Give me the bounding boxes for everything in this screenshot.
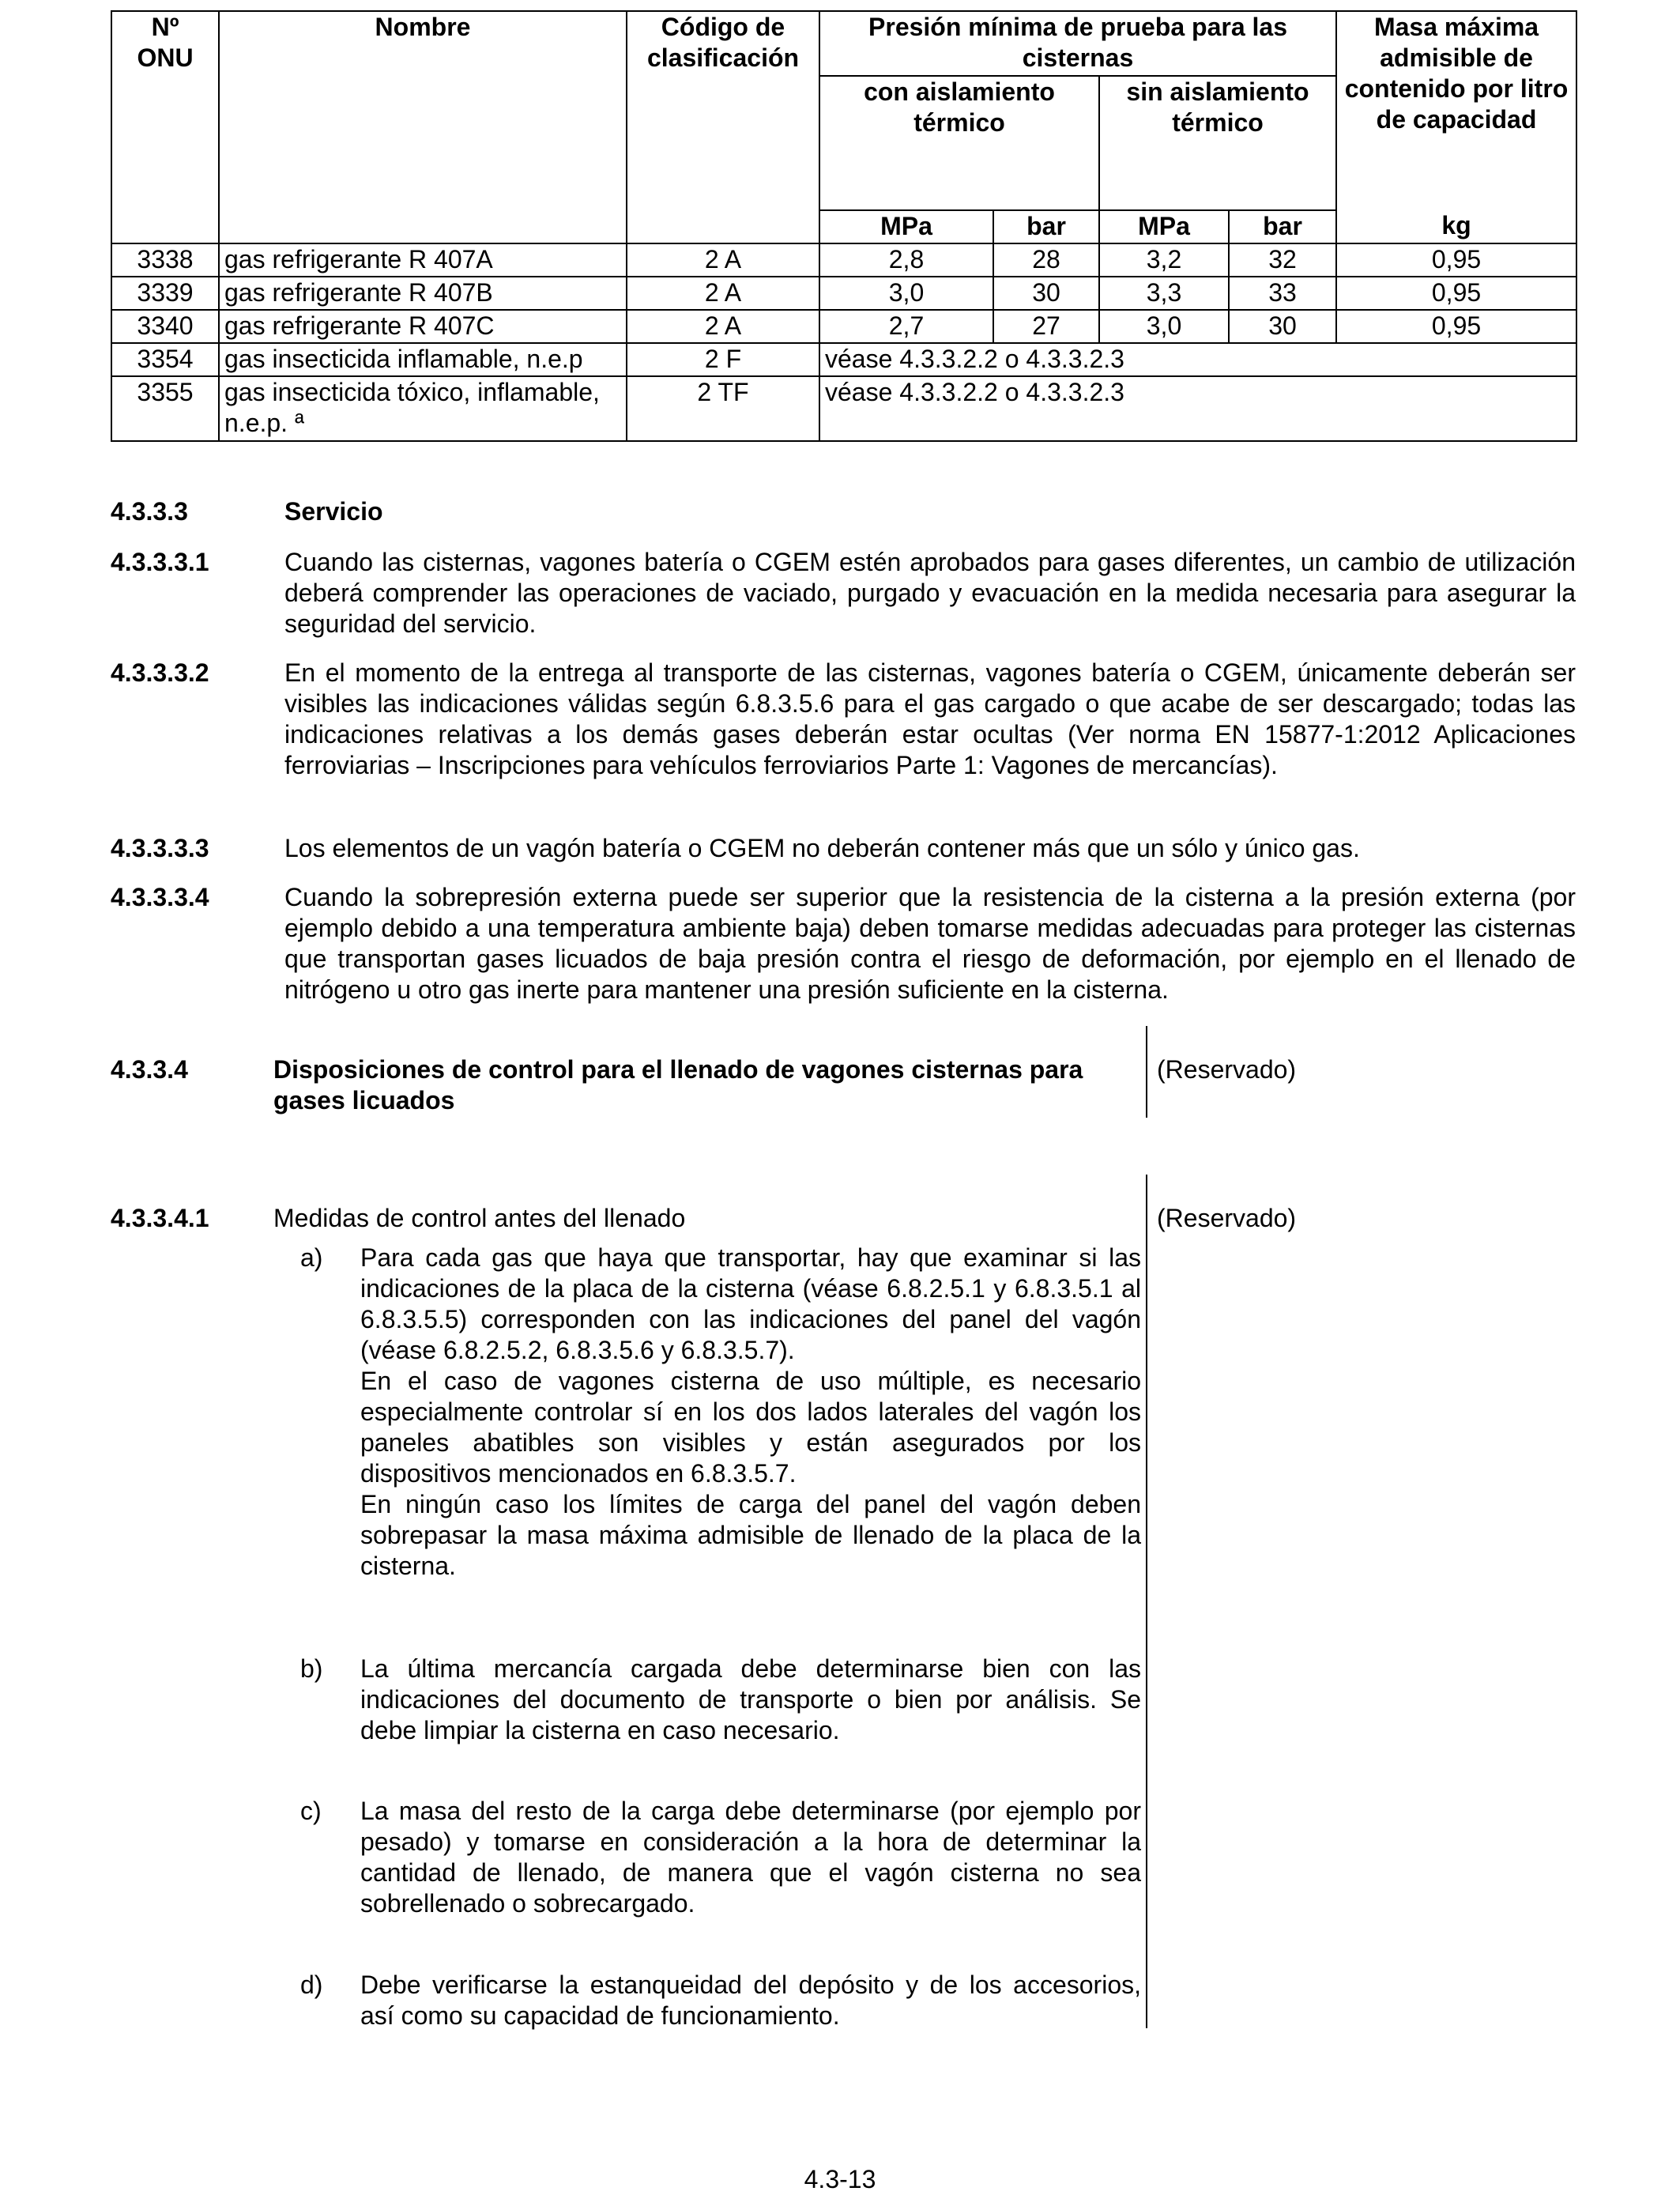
table-row xyxy=(111,376,1576,441)
section-title: Servicio xyxy=(284,497,383,526)
section-number: 4.3.3.3.3 xyxy=(111,834,209,862)
gas-table xyxy=(111,10,1577,442)
margin-note-reservado: (Reservado) xyxy=(1157,1204,1297,1232)
table-row xyxy=(111,277,1576,310)
section-number: 4.3.3.3.1 xyxy=(111,548,209,576)
section-number: 4.3.3.3.2 xyxy=(111,658,209,687)
section-title: Disposiciones de control para el llenado de vagones cisternas para gases licuados xyxy=(273,1055,1083,1114)
section-4-3-3-4-1 xyxy=(111,1175,1576,2028)
unit-bar-1: bar xyxy=(993,210,1099,243)
item-body xyxy=(360,1796,1141,1919)
header-masa: Masa máxima admisible de contenido por litro de capacidad xyxy=(1336,11,1576,210)
item-label: b) xyxy=(300,1654,323,1683)
item-paragraph: En ningún caso los límites de carga del panel del vagón deben sobrepasar la masa máxima admisible de llenado de la placa de la cisterna. xyxy=(360,1490,1141,1580)
cell-bar-sin: 30 xyxy=(1229,310,1336,343)
cell-nombre: gas refrigerante R 407A xyxy=(219,243,627,277)
item-body xyxy=(360,1654,1141,1746)
header-presion: Presión mínima de prueba para las cisternas xyxy=(819,11,1336,76)
header-blank-1 xyxy=(111,210,219,243)
cell-mpa-sin: 3,3 xyxy=(1099,277,1229,310)
cell-onu: 3339 xyxy=(111,277,219,310)
page-number: 4.3-13 xyxy=(804,2165,876,2193)
cell-kg: 0,95 xyxy=(1336,243,1576,277)
cell-nombre: gas refrigerante R 407C xyxy=(219,310,627,343)
cell-kg: 0,95 xyxy=(1336,310,1576,343)
cell-nombre: gas insecticida tóxico, inflamable, n.e.p. ª xyxy=(219,376,627,441)
header-nombre: Nombre xyxy=(219,11,627,210)
item-paragraph: Para cada gas que haya que transportar, hay que examinar si las indicaciones de la placa de la cisterna (véase 6.8.2.5.1 y 6.8.3.5.1 al 6.8.3.5.5) corresponden con las indicaciones del panel del vagón (véase 6.8.2.5.2, 6.8.3.5.6 y 6.8.3.5.7). xyxy=(360,1243,1141,1364)
item-label: c) xyxy=(300,1797,322,1825)
cell-mpa-con: 2,7 xyxy=(819,310,993,343)
cell-mpa-sin: 3,2 xyxy=(1099,243,1229,277)
section-4-3-3-3-3 xyxy=(111,833,1576,865)
cell-mpa-con: 3,0 xyxy=(819,277,993,310)
item-paragraph: Debe verificarse la estanqueidad del depósito y de los accesorios, así como su capacidad de funcionamiento. xyxy=(360,1971,1141,2030)
header-con-aislamiento: con aislamiento térmico xyxy=(819,76,1099,210)
cell-bar-con: 30 xyxy=(993,277,1099,310)
section-4-3-3-3-1 xyxy=(111,547,1576,640)
cell-mpa-con: 2,8 xyxy=(819,243,993,277)
header-no-onu: Nº ONU xyxy=(111,11,219,210)
section-number: 4.3.3.4.1 xyxy=(111,1204,209,1232)
section-text: Cuando la sobrepresión externa puede ser superior que la resistencia de la cisterna a la presión externa (por ejemplo debido a una temperatura ambiente baja) deben tomarse medidas adecuadas para proteger las cisternas que transportan gases licuados de baja presión contra el riesgo de deformación, por ejemplo en el llenado de nitrógeno u otro gas inerte para mantener una presión suficiente en la cisterna. xyxy=(284,883,1576,1004)
table-row xyxy=(111,310,1576,343)
unit-mpa-2: MPa xyxy=(1099,210,1229,243)
item-label: d) xyxy=(300,1971,323,1999)
unit-mpa-1: MPa xyxy=(819,210,993,243)
header-blank-3 xyxy=(627,210,819,243)
cell-bar-con: 27 xyxy=(993,310,1099,343)
section-number: 4.3.3.4 xyxy=(111,1055,188,1084)
cell-bar-sin: 33 xyxy=(1229,277,1336,310)
item-paragraph: La última mercancía cargada debe determinarse bien con las indicaciones del documento de transporte o bien por análisis. Se debe limpiar la cisterna en caso necesario. xyxy=(360,1654,1141,1744)
cell-mpa-sin: 3,0 xyxy=(1099,310,1229,343)
section-4-3-3-3-2 xyxy=(111,658,1576,813)
cell-codigo: 2 TF xyxy=(627,376,819,441)
header-sin-aislamiento: sin aislamiento térmico xyxy=(1099,76,1336,210)
section-text: Los elementos de un vagón batería o CGEM no deberán contener más que un sólo y único gas. xyxy=(284,834,1360,862)
header-codigo: Código de clasificación xyxy=(627,11,819,210)
cell-kg: 0,95 xyxy=(1336,277,1576,310)
cell-onu: 3340 xyxy=(111,310,219,343)
cell-nombre: gas insecticida inflamable, n.e.p xyxy=(219,343,627,376)
column-divider xyxy=(1146,1026,1147,1118)
section-text: En el momento de la entrega al transporte de las cisternas, vagones batería o CGEM, únicamente deberán ser visibles las indicaciones válidas según 6.8.3.5.6 para el gas cargado o que acabe de ser descargado; todas las indicaciones relativas a los demás gases deberán estar ocultas (Ver norma EN 15877-1:2012 Aplicaciones ferroviarias – Inscripciones para vehículos ferroviarios Parte 1: Vagones de mercancías). xyxy=(284,658,1576,779)
column-divider xyxy=(1146,1175,1147,2028)
item-body xyxy=(360,1243,1141,1582)
cell-onu: 3355 xyxy=(111,376,219,441)
header-blank-2 xyxy=(219,210,627,243)
cell-bar-sin: 32 xyxy=(1229,243,1336,277)
cell-bar-con: 28 xyxy=(993,243,1099,277)
section-4-3-3-3-4 xyxy=(111,882,1576,1007)
cell-onu: 3354 xyxy=(111,343,219,376)
margin-note-reservado: (Reservado) xyxy=(1157,1055,1297,1084)
cell-onu: 3338 xyxy=(111,243,219,277)
table-row xyxy=(111,243,1576,277)
cell-codigo: 2 A xyxy=(627,277,819,310)
table-row xyxy=(111,343,1576,376)
unit-kg: kg xyxy=(1336,210,1576,243)
item-list xyxy=(273,1243,1141,2030)
section-title: Medidas de control antes del llenado xyxy=(273,1204,686,1232)
unit-bar-2: bar xyxy=(1229,210,1336,243)
cell-reference: véase 4.3.3.2.2 o 4.3.3.2.3 xyxy=(819,376,1576,441)
section-4-3-3-4 xyxy=(111,1026,1576,1118)
cell-codigo: 2 A xyxy=(627,243,819,277)
cell-nombre: gas refrigerante R 407B xyxy=(219,277,627,310)
item-paragraph: En el caso de vagones cisterna de uso múltiple, es necesario especialmente controlar sí en los dos lados laterales del vagón los paneles abatibles son visibles y están asegurados por los dispositivos mencionados en 6.8.3.5.7. xyxy=(360,1367,1141,1488)
item-paragraph: La masa del resto de la carga debe determinarse (por ejemplo por pesado) y tomarse en consideración a la hora de determinar la cantidad de llenado, de manera que el vagón cisterna no sea sobrellenado o sobrecargado. xyxy=(360,1797,1141,1918)
section-text: Cuando las cisternas, vagones batería o CGEM estén aprobados para gases diferentes, un cambio de utilización deberá comprender las operaciones de vaciado, purgado y evacuación en la medida necesaria para asegurar la seguridad del servicio. xyxy=(284,548,1576,638)
section-number: 4.3.3.3.4 xyxy=(111,883,209,911)
section-4-3-3-3 xyxy=(111,496,1576,528)
section-number: 4.3.3.3 xyxy=(111,497,188,526)
cell-codigo: 2 F xyxy=(627,343,819,376)
cell-codigo: 2 A xyxy=(627,310,819,343)
cell-reference: véase 4.3.3.2.2 o 4.3.3.2.3 xyxy=(819,343,1576,376)
item-label: a) xyxy=(300,1243,323,1272)
item-body xyxy=(360,1970,1141,2031)
